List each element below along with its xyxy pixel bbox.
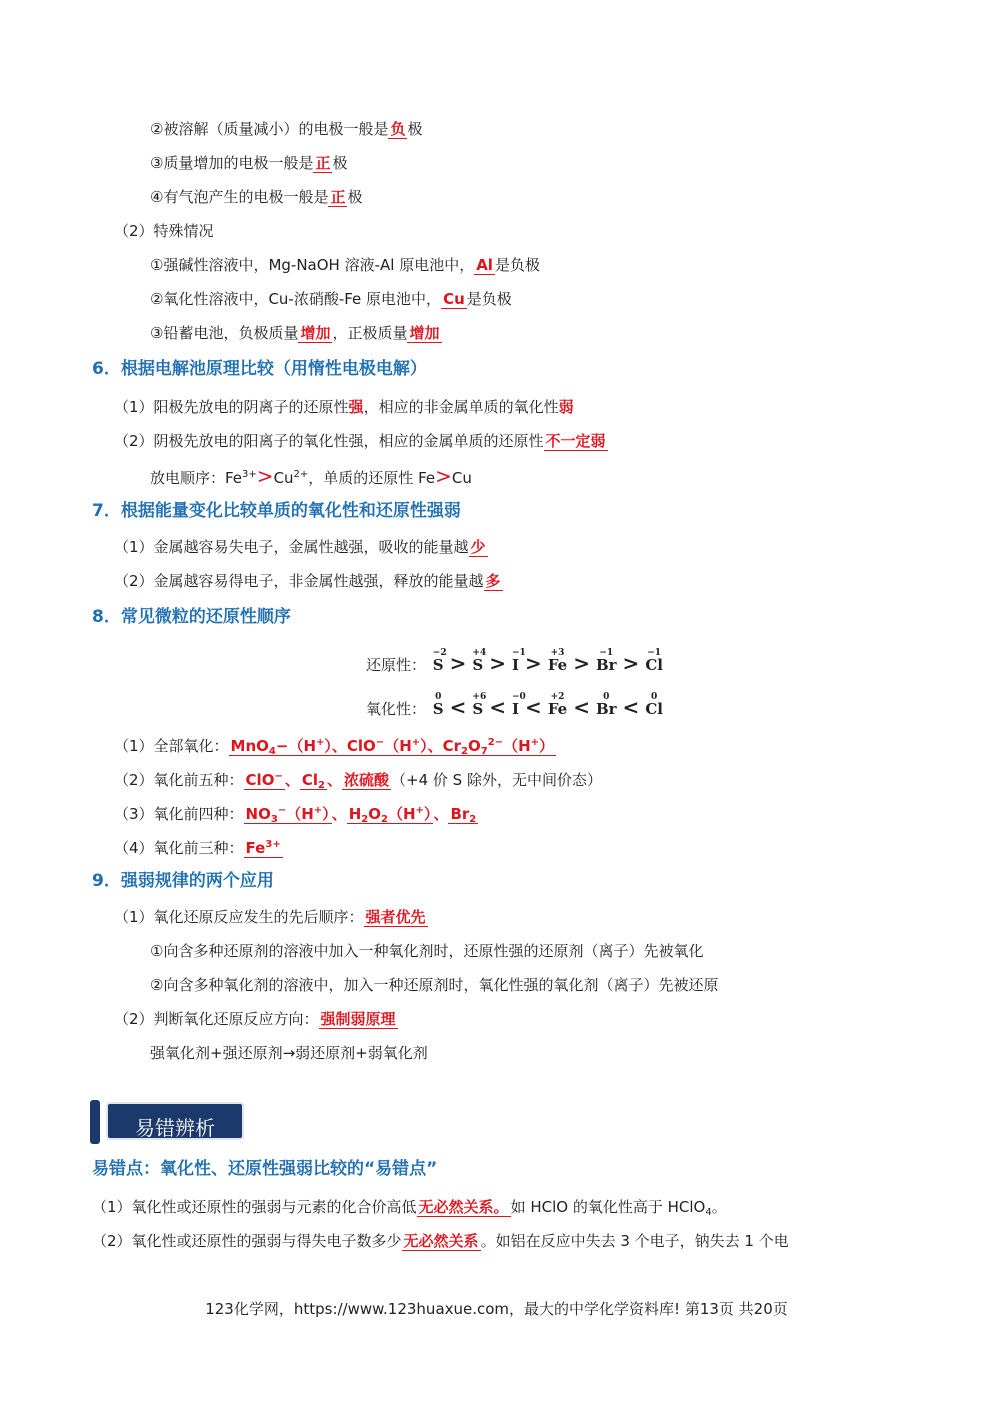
oxidation-state: −1 [512, 648, 526, 658]
text-line: 放电顺序：$Fe^{3+}>Cu^{2+}$，单质的还原性 Fe>Cu [150, 464, 472, 488]
reducibility-operator: > [573, 651, 590, 675]
reducibility-operator: > [525, 651, 542, 675]
text-line: ②向含多种氧化剂的溶液中，加入一种还原剂时，氧化性强的氧化剂（离子）先被还原 [150, 976, 719, 994]
page-footer: 123化学网，https://www.123huaxue.com，最大的中学化学资料库! 第13页 共20页 [205, 1300, 788, 1318]
text-line: ③质量增加的电极一般是 正 极 [150, 154, 348, 172]
text-line: （1）氧化还原反应发生的先后顺序： 强者优先 [114, 908, 426, 926]
oxidation-state: +4 [472, 648, 487, 658]
text-line: （1）氧化性或还原性的强弱与元素的化合价高低 无必然关系。 如 HClO 的氧化性高于 HClO$_4$。 [92, 1198, 727, 1218]
oxidation-state: 0 [603, 692, 610, 702]
text-line: （2）阴极先放电的阳离子的氧化性强，相应的金属单质的还原性 不一定弱 [114, 432, 606, 450]
element-symbol: S [472, 656, 484, 674]
element-symbol: Fe [547, 700, 568, 718]
section-heading-7: 7．根据能量变化比较单质的氧化性和还原性强弱 [92, 501, 461, 521]
section-heading-9: 9．强弱规律的两个应用 [92, 871, 274, 891]
banner-box [106, 1102, 244, 1140]
element-symbol: I [512, 656, 520, 674]
oxidizability-species [512, 692, 526, 720]
section-heading-8: 8．常见微粒的还原性顺序 [92, 607, 291, 627]
text-line: ③铅蓄电池，负极质量 增加 ，正极质量 增加 [150, 324, 440, 342]
oxidation-state: +6 [472, 692, 487, 702]
oxidizability-species [547, 692, 568, 720]
reducibility-species [595, 648, 617, 676]
reducibility-operator: > [622, 651, 640, 675]
oxidizability-order: 氧化性： 0 S < +6 S < −0 I < +2 Fe < 0 Br < 0 Cl [366, 696, 665, 720]
text-line: （2）判断氧化还原反应方向： 强制弱原理 [114, 1010, 396, 1028]
element-symbol: Br [595, 656, 617, 674]
element-symbol: Cl [645, 700, 663, 718]
element-symbol: S [432, 700, 444, 718]
oxidizability-operator: < [622, 695, 640, 719]
text-line: （3）氧化前四种： $NO_3^-(H^+)$ 、 $H_2O_2(H^+)$ 、 $Br_2$ [114, 805, 477, 825]
element-symbol: S [432, 656, 444, 674]
text-line: ①强碱性溶液中，Mg-NaOH 溶液-Al 原电池中， Al 是负极 [150, 256, 540, 274]
oxidizability-species [432, 692, 444, 720]
element-symbol: Br [595, 700, 617, 718]
oxidizability-species [645, 692, 663, 720]
reducibility-operator: > [449, 651, 467, 675]
text-line: （2）氧化性或还原性的强弱与得失电子数多少 无必然关系 。如铝在反应中失去 3 个电子，钠失去 1 个电 [92, 1232, 789, 1250]
text-line: （1）阳极先放电的阴离子的还原性强，相应的非金属单质的氧化性弱 [114, 398, 574, 416]
text-line: （4）氧化前三种： $Fe^{3+}$ [114, 839, 281, 857]
text-line: ①向含多种还原剂的溶液中加入一种氧化剂时，还原性强的还原剂（离子）先被氧化 [150, 942, 704, 960]
oxidizability-operator: < [573, 695, 590, 719]
oxidizability-species [595, 692, 617, 720]
section-heading-6: 6．根据电解池原理比较（用惰性电极电解） [92, 359, 427, 379]
section-banner [90, 1100, 248, 1144]
oxidizability-operator: < [449, 695, 467, 719]
reducibility-species [512, 648, 526, 676]
oxidation-state: −1 [599, 648, 614, 658]
text-line: （2）金属越容易得电子，非金属性越强，释放的能量越 多 [114, 572, 501, 590]
reducibility-species [432, 648, 447, 676]
reducibility-species [472, 648, 487, 676]
reducibility-species [645, 648, 663, 676]
oxidation-state: +3 [550, 648, 565, 658]
banner-title: 易错辨析 [135, 1116, 215, 1140]
oxidizability-operator: < [525, 695, 542, 719]
element-symbol: I [512, 700, 520, 718]
text-line: （2）氧化前五种： ClO− 、 $Cl_2$ 、 浓硫酸 （+4 价 S 除外，无中间价态） [114, 771, 602, 791]
element-symbol: Fe [547, 656, 568, 674]
reducibility-species [547, 648, 568, 676]
reducibility-operator: > [489, 651, 507, 675]
reducibility-order: 还原性： −2 S > +4 S > −1 I > +3 Fe > −1 Br > −1 Cl [366, 652, 665, 676]
oxidation-state: −2 [432, 648, 447, 658]
text-line: 强氧化剂+强还原剂→弱还原剂+弱氧化剂 [150, 1044, 428, 1062]
oxidation-state: −0 [512, 692, 526, 702]
text-line: ②被溶解（质量减小）的电极一般是 负 极 [150, 120, 423, 138]
element-symbol: S [472, 700, 484, 718]
error-heading: 易错点：氧化性、还原性强弱比较的“易错点” [92, 1159, 438, 1179]
oxidation-state: 0 [435, 692, 442, 702]
oxidation-state: +2 [550, 692, 565, 702]
text-line: （2）特殊情况 [114, 222, 214, 240]
oxidation-state: 0 [651, 692, 658, 702]
oxidizability-operator: < [489, 695, 507, 719]
element-symbol: Cl [645, 656, 663, 674]
banner-bar [90, 1100, 100, 1144]
text-line: （1）全部氧化： MnO$_4$−（H+）、ClO−（H+）、$Cr_2O_7^{2-}(H^+)$ [114, 737, 555, 757]
text-line: ④有气泡产生的电极一般是 正 极 [150, 188, 363, 206]
oxidation-state: −1 [647, 648, 662, 658]
text-line: ②氧化性溶液中，Cu-浓硝酸-Fe 原电池中， Cu 是负极 [150, 290, 512, 308]
oxidizability-species [472, 692, 487, 720]
text-line: （1）金属越容易失电子，金属性越强，吸收的能量越 少 [114, 538, 486, 556]
